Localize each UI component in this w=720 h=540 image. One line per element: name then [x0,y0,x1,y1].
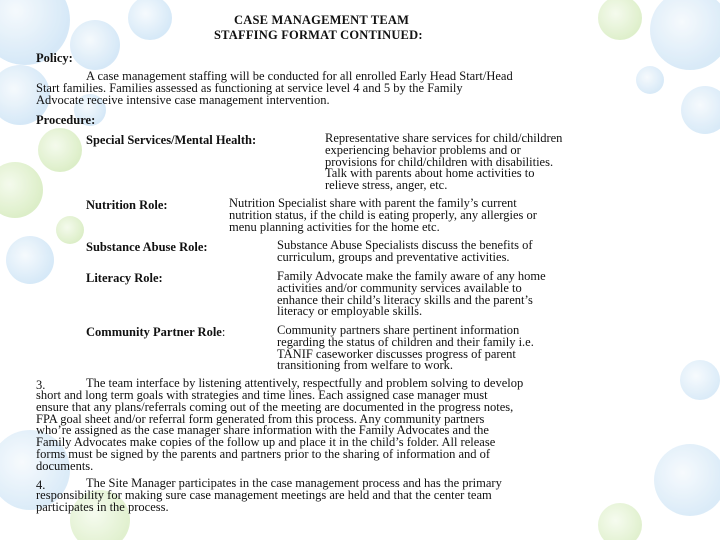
role-desc-line: Talk with parents about home activities to [325,166,535,181]
role-desc-line: enhance their child’s literacy skills and the parent’s [277,292,533,307]
item-line: Family Advocates make copies of the follow up and place it in the child’s folder. All release [36,435,496,450]
role-label-text: Community Partner Role [86,325,222,339]
role-desc-line: literacy or employable skills. [277,304,423,319]
role-desc-line: TANIF caseworker discusses progress of parent [277,346,516,361]
role-desc-special-services [325,133,645,192]
role-desc-nutrition [229,198,649,233]
item-line: ensure that any plans/referrals coming out of the meeting are documented in the progress notes, [36,399,514,414]
role-label-colon: : [221,325,226,339]
policy-line-1: A case management staffing will be conducted for all enrolled Early Head Start/Head [86,69,513,83]
role-label-community-partner [86,325,225,340]
item-line: responsibility for making sure case management meetings are held and that the center team [36,488,492,502]
role-desc-line: Family Advocate make the family aware of any home [277,269,546,283]
role-label-nutrition: Nutrition Role: [86,198,168,212]
role-desc-line: curriculum, groups and preventative activities. [277,249,510,264]
role-desc-line: activities and/or community services available to [277,280,522,295]
item-3-body [36,390,696,473]
policy-heading: Policy: [36,51,73,65]
item-line: FPA goal sheet and/or referral form generated from this process. Any community partners [36,411,485,426]
item-line: forms must be signed by the parents and partners prior to the sharing of information and of [36,446,491,461]
item-4-body [36,490,696,514]
item-number-3: 3. [36,378,46,392]
role-label-literacy: Literacy Role: [86,271,163,285]
title-line-2: STAFFING FORMAT CONTINUED: [214,28,423,42]
item-4-first-line: The Site Manager participates in the case management process and has the primary [86,476,502,490]
item-line: who’re assigned as the case manager share information with the Family Advocates and the [36,423,489,438]
policy-line-2: Start families. Families assessed as functioning at service level 4 and 5 by the Family [36,81,463,95]
role-desc-line: Nutrition Specialist share with parent the family’s current [229,196,517,210]
item-3-first-line: The team interface by listening attentively, respectfully and problem solving to develop [86,376,524,390]
role-desc-line: Representative share services for child/children [325,131,563,145]
role-desc-line: transitioning from welfare to work. [277,358,453,373]
item-line: short and long term goals with strategies and time lines. Each assigned case manager must [36,388,488,402]
role-desc-line: relieve stress, anger, etc. [325,178,448,193]
role-desc-line: Substance Abuse Specialists discuss the benefits of [277,238,533,252]
title-line-1: CASE MANAGEMENT TEAM [234,13,410,27]
item-line: participates in the process. [36,499,169,514]
item-line: documents. [36,458,94,473]
role-label-special-services: Special Services/Mental Health: [86,133,257,147]
role-desc-community-partner [277,325,637,372]
role-desc-substance-abuse [277,240,637,264]
procedure-heading: Procedure: [36,113,96,127]
role-desc-line: experiencing behavior problems and or [325,142,521,157]
role-desc-line: menu planning activities for the home etc. [229,219,440,234]
policy-line-3: Advocate receive intensive case management intervention. [36,93,330,107]
role-desc-literacy [277,271,637,318]
role-desc-line: nutrition status, if the child is eating properly, any allergies or [229,207,537,222]
role-label-substance-abuse: Substance Abuse Role: [86,240,208,254]
role-desc-line: provisions for child/children with disabilities. [325,154,554,169]
role-desc-line: regarding the status of children and their family i.e. [277,334,534,349]
role-desc-line: Community partners share pertinent information [277,323,520,337]
item-number-4: 4. [36,478,46,492]
